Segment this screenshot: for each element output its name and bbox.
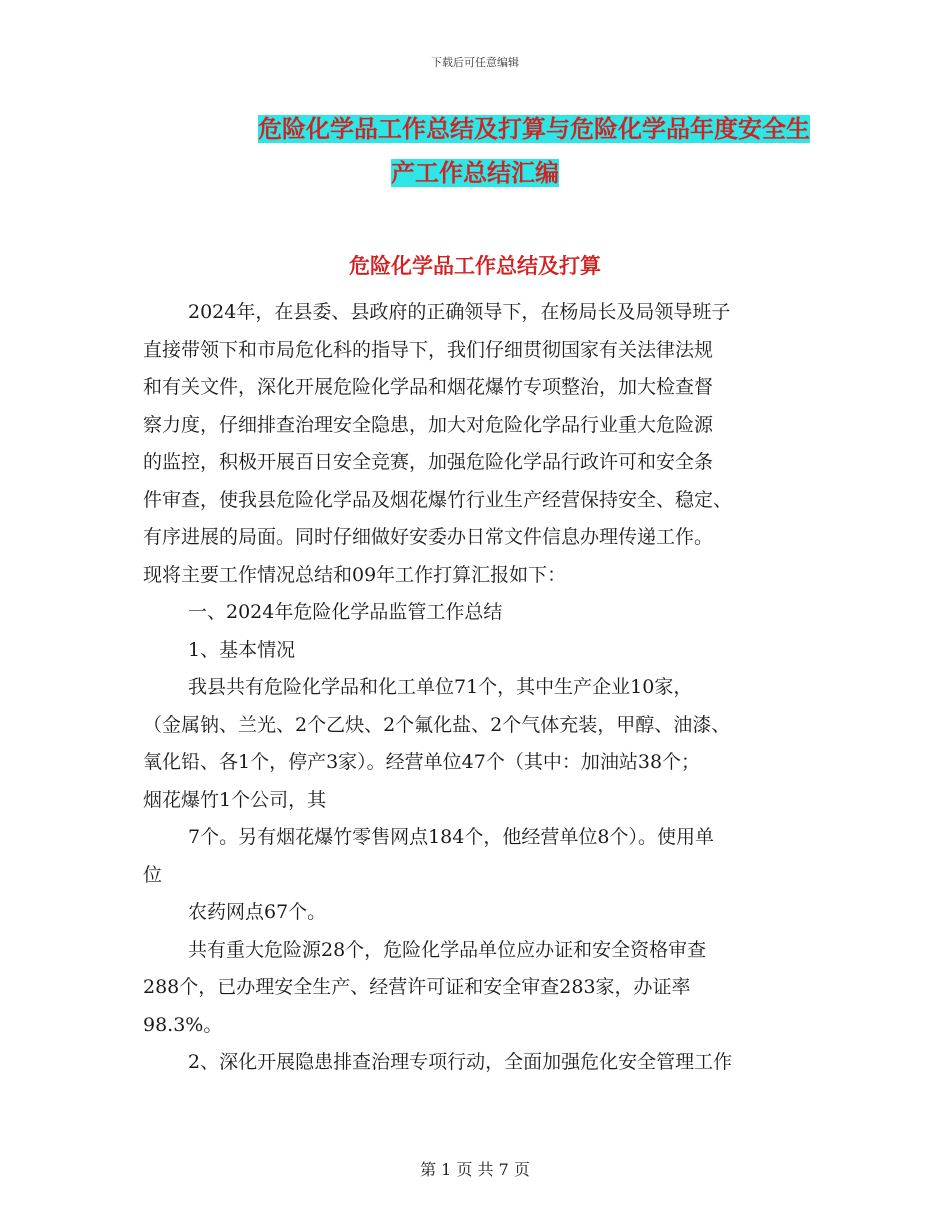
main-title-line-1 (140, 114, 810, 144)
body-line: 烟花爆竹1个公司，其 (143, 788, 327, 811)
body-line: 察力度，仔细排查治理安全隐患，加大对危险化学品行业重大危险源 (143, 413, 714, 436)
body-line: 有序进展的局面。同时仔细做好安委办日常文件信息办理传递工作。 (143, 526, 714, 548)
body-line: 和有关文件，深化开展危险化学品和烟花爆竹专项整治，加大检查督 (143, 376, 714, 398)
body-line: 98.3%。 (143, 1013, 223, 1036)
body-line: 7个。另有烟花爆竹零售网点184个，他经营单位8个）。使用单 (188, 826, 714, 848)
subsection-heading: 1、基本情况 (188, 638, 296, 661)
section-heading: 一、2024年危险化学品监管工作总结 (188, 601, 503, 623)
body-line: 我县共有危险化学品和化工单位71个，其中生产企业10家， (188, 676, 693, 698)
header-note: 下载后可任意编辑 (431, 56, 519, 69)
body-line: 2024年，在县委、县政府的正确领导下，在杨局长及局领导班子 (188, 301, 731, 323)
body-line: 共有重大危险源28个，危险化学品单位应办证和安全资格审查 (188, 938, 707, 961)
body-line: 直接带领下和市局危化科的指导下，我们仔细贯彻国家有关法律法规 (143, 338, 714, 361)
main-title-line-1-text: 危险化学品工作总结及打算与危险化学品年度安全生 (258, 115, 810, 143)
body-line: 农药网点67个。 (188, 901, 327, 923)
body-line: 的监控，积极开展百日安全竞赛，加强危险化学品行政许可和安全条 (143, 451, 714, 473)
subsection-heading: 2、深化开展隐患排查治理专项行动，全面加强危化安全管理工作 (188, 1051, 733, 1073)
section-title: 危险化学品工作总结及打算 (349, 254, 601, 278)
body-line: （金属钠、兰光、2个乙炔、2个氟化盐、2个气体充装，甲醇、油漆、 (143, 713, 731, 736)
main-title-line-2-text: 产工作总结汇编 (391, 159, 559, 187)
body-line: 现将主要工作情况总结和09年工作打算汇报如下： (143, 563, 567, 586)
body-line: 件审查，使我县危险化学品及烟花爆竹行业生产经营保持安全、稳定、 (143, 488, 733, 511)
main-title-line-2 (140, 158, 810, 188)
body-line: 氧化铅、各1个，停产3家）。经营单位47个（其中：加油站38个； (143, 751, 701, 773)
document-body (143, 294, 813, 1082)
body-line: 位 (143, 863, 163, 886)
page-footer: 第 1 页 共 7 页 (420, 1160, 530, 1179)
body-line: 288个，已办理安全生产、经营许可证和安全审查283家，办证率 (143, 976, 691, 998)
